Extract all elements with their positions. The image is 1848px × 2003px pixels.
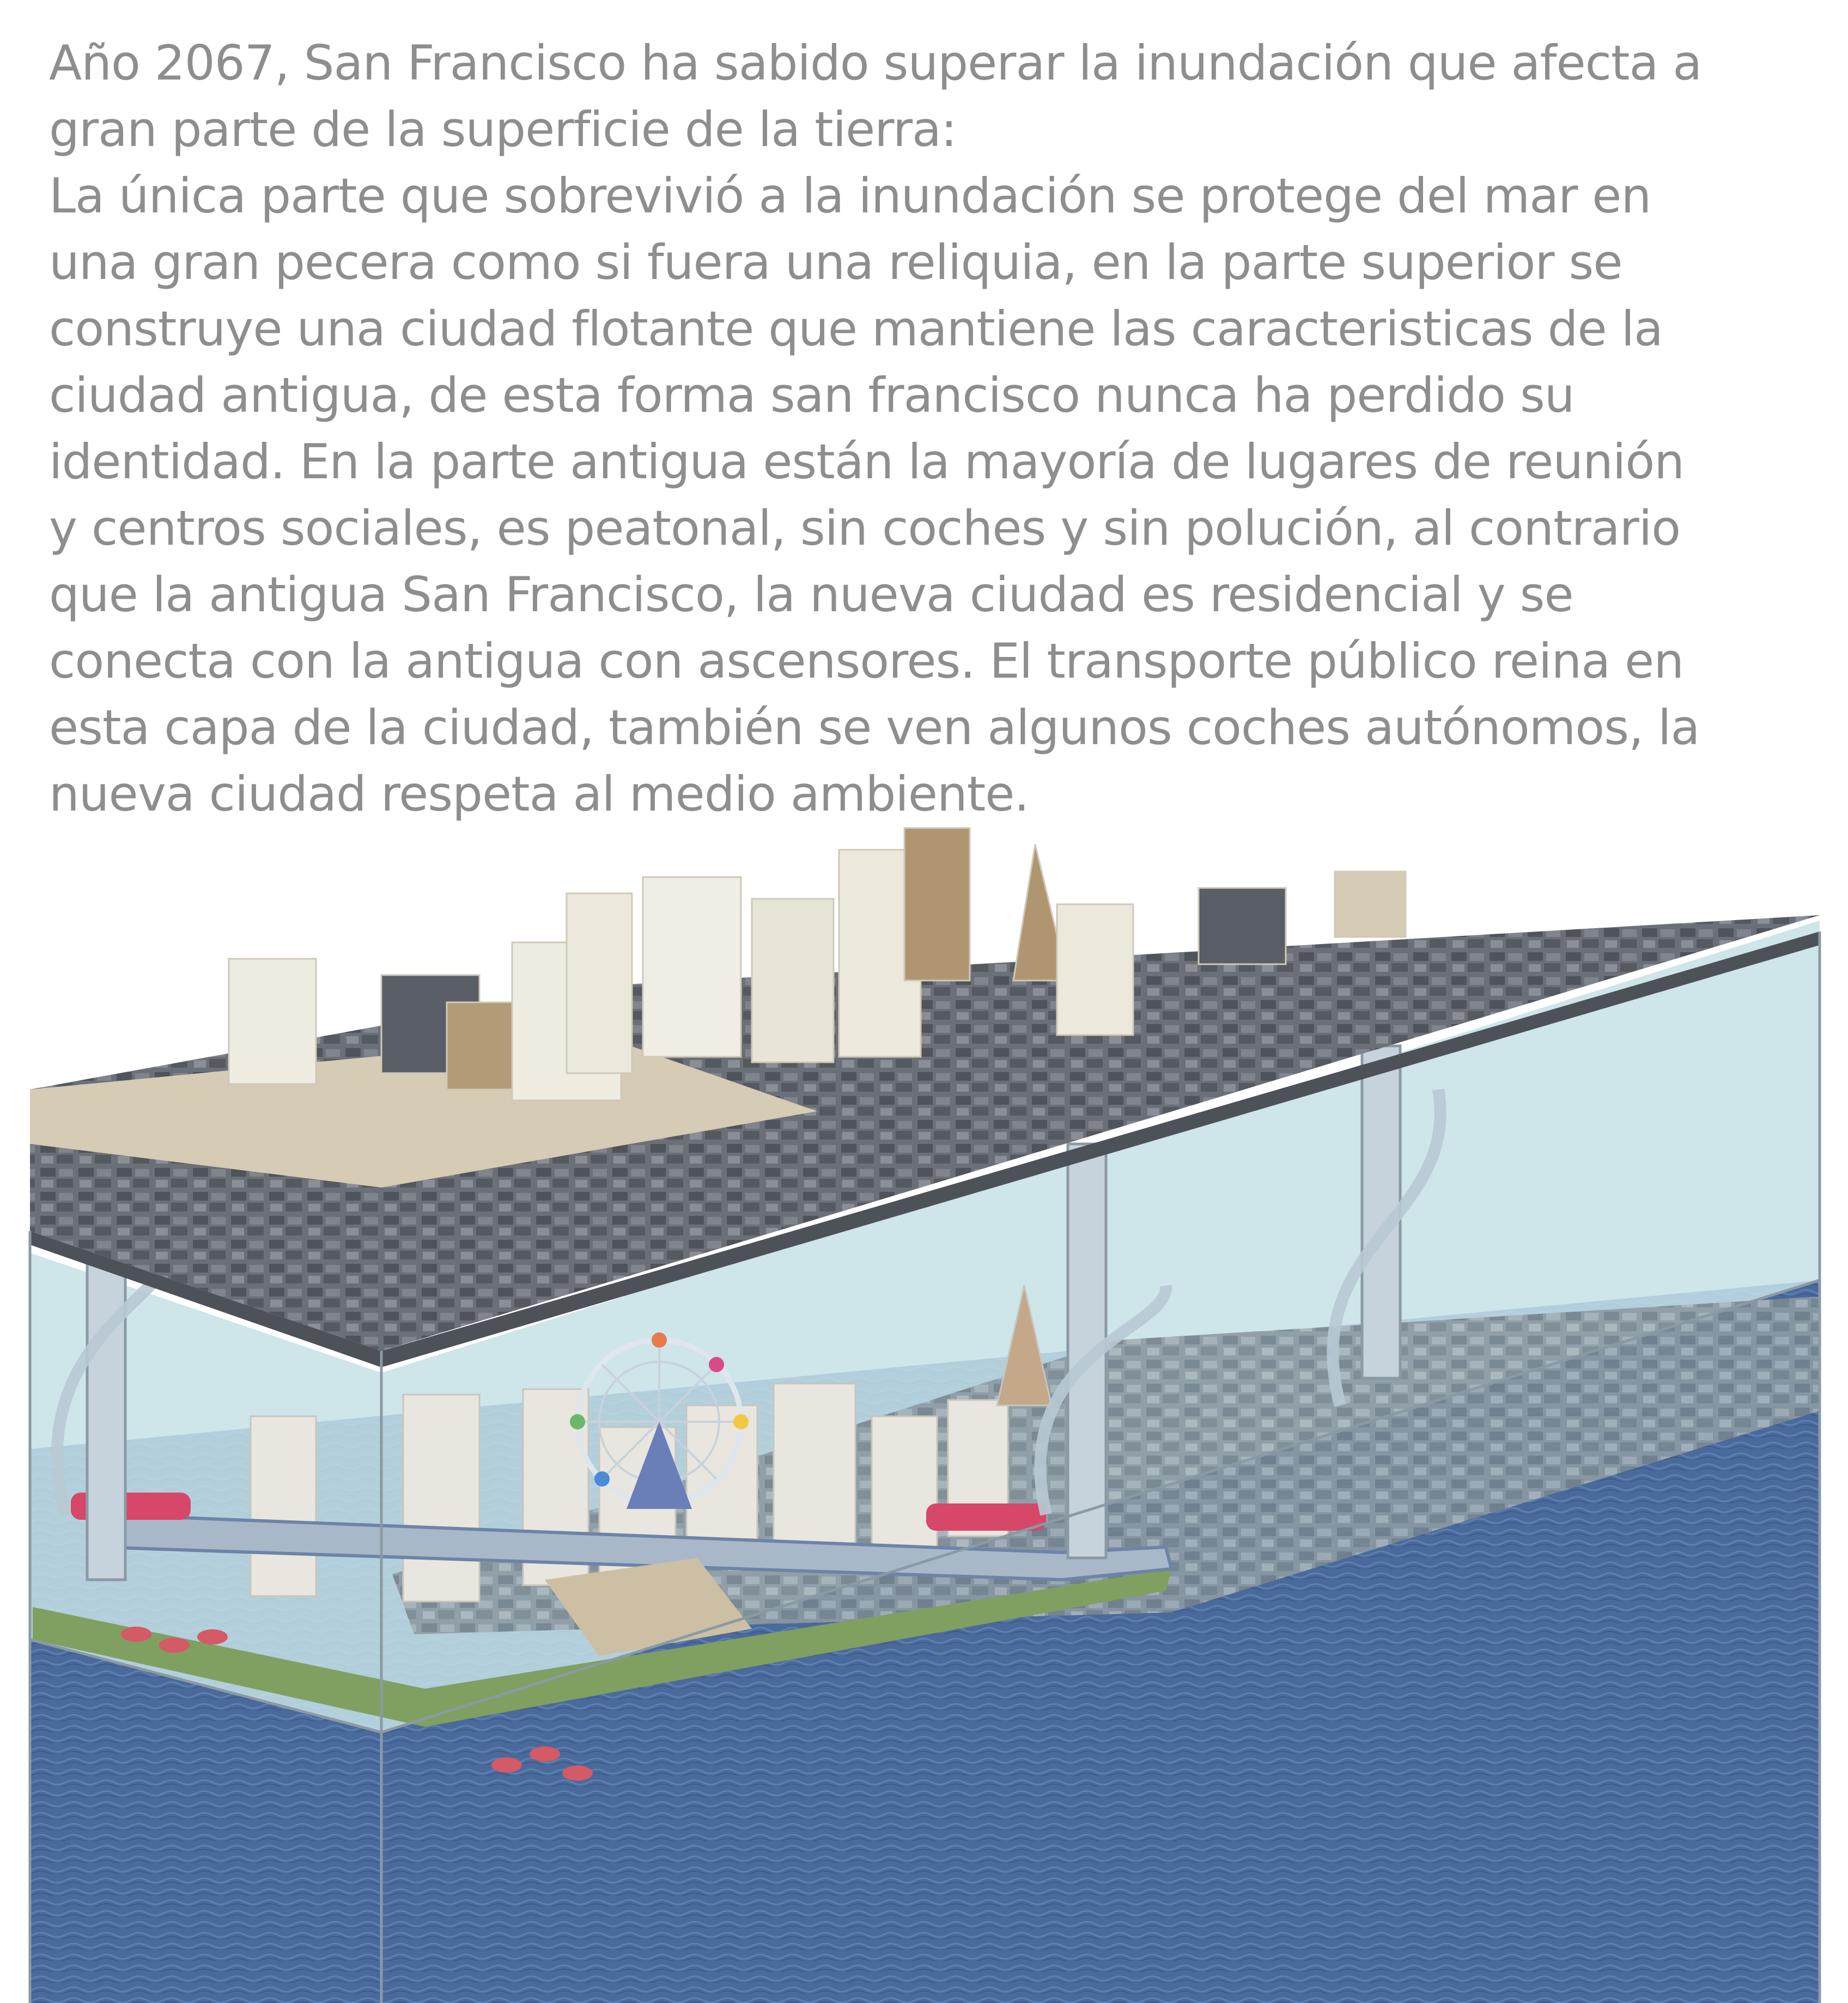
caption-body: La única parte que sobrevivió a la inundación se protege del mar en una gran pecera como si fuera una reliquia, en la parte superior se construye una ciudad flotante que mantiene las caracteristicas de la ciudad antigua, de esta forma san francisco nunca ha perdido su identidad. En la parte antigua están la mayoría de lugares de reunión y centros sociales, es peatonal, sin coches y sin polución, al contrario que la antigua San Francisco, la nueva ciudad es residencial y se conecta con la antigua con ascensores. El transporte público reina en esta capa de la ciudad, también se ven algunos coches autónomos, la nueva ciudad respeta al medio ambiente. [49,168,1700,822]
city-illustration [0,806,1848,2003]
caption-intro: Año 2067, San Francisco ha sabido superar la inundación que afecta a gran parte de la superficie de la tierra: [49,35,1702,157]
caption-text [49,30,1705,827]
tram-right [926,1503,1046,1531]
